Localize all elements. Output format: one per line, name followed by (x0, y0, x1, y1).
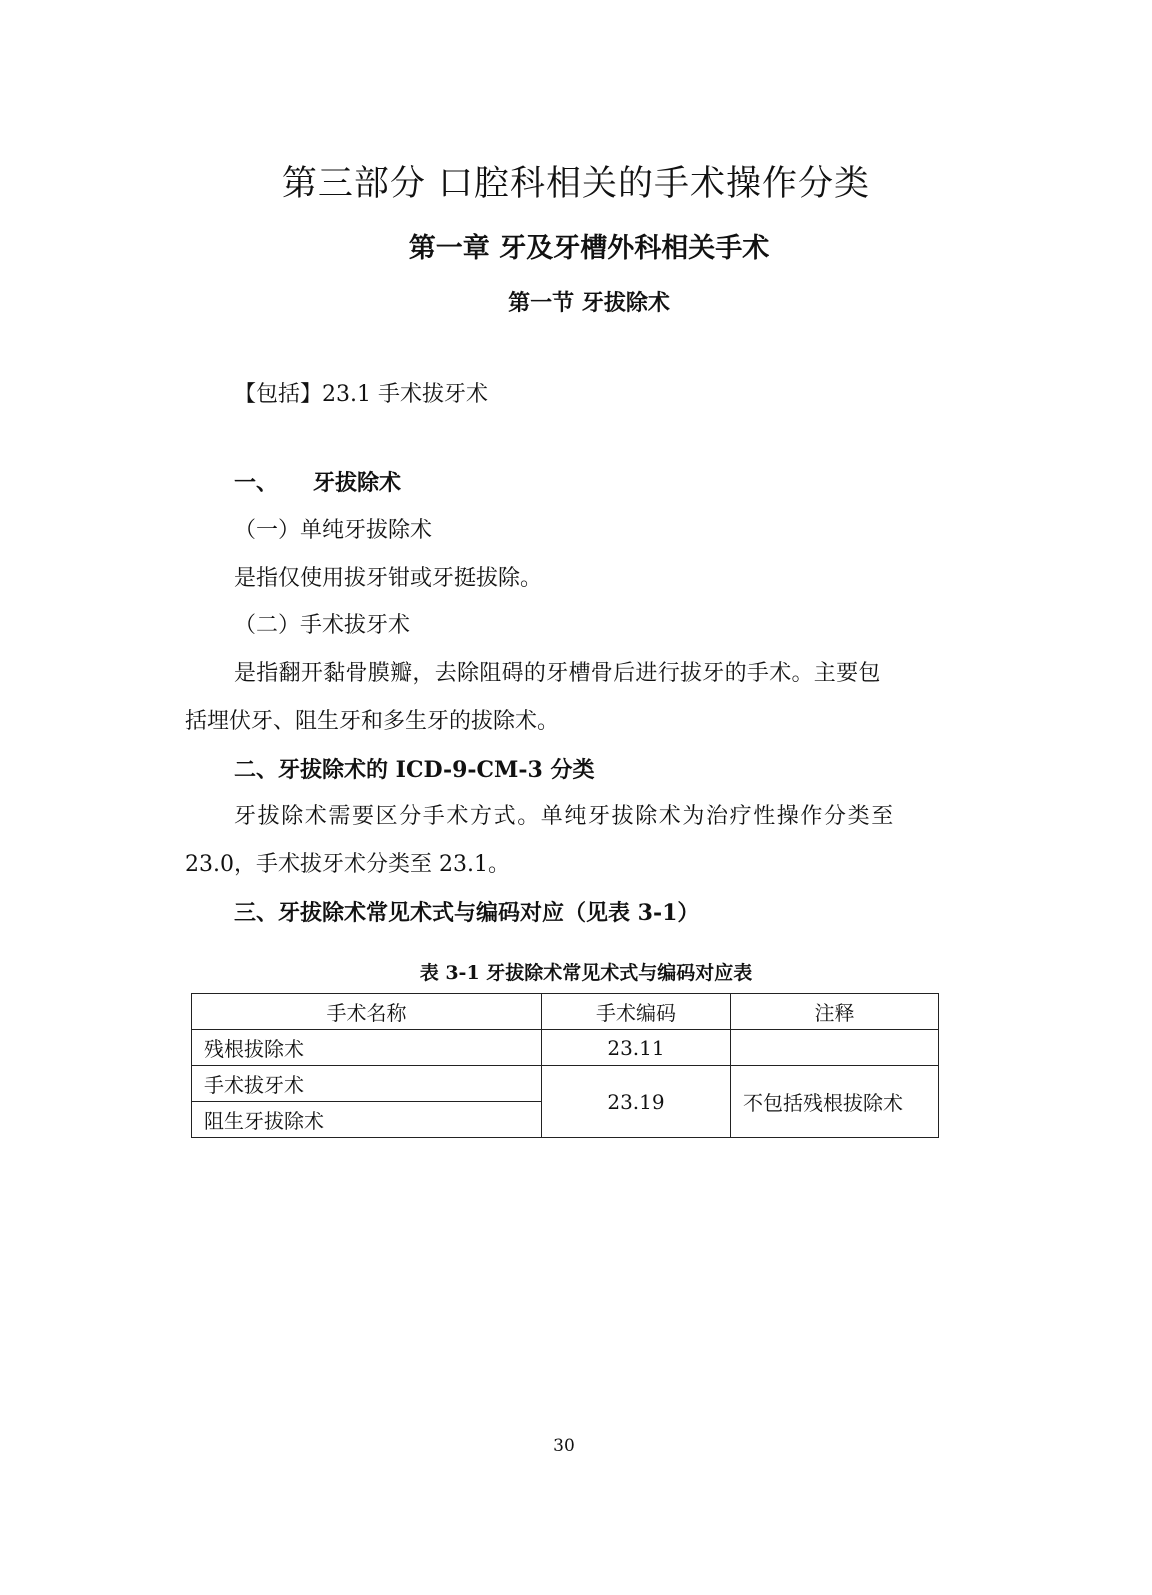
part-title: 第三部分 口腔科相关的手术操作分类 (281, 164, 871, 204)
chapter-title: 第一章 牙及牙槽外科相关手术 (408, 233, 770, 264)
table-row (192, 1030, 939, 1066)
cell-name: 残根拔除术 (192, 1030, 542, 1066)
code-table (191, 993, 939, 1138)
table-caption: 表 3-1 牙拔除术常见术式与编码对应表 (419, 962, 753, 984)
heading-1: 牙拔除术 (313, 470, 402, 496)
page-number: 30 (553, 1436, 575, 1456)
cell-note: 不包括残根拔除术 (731, 1066, 939, 1138)
subheading-1: （一）单纯牙拔除术 (234, 518, 433, 543)
cell-code: 23.19 (542, 1066, 731, 1138)
subheading-2: （二）手术拔牙术 (234, 613, 411, 638)
cell-name: 手术拔牙术 (192, 1066, 542, 1102)
heading-1-number: 一、 (234, 470, 279, 496)
subheading-2-desc-line1: 是指翻开黏骨膜瓣，去除阻碍的牙槽骨后进行拔牙的手术。主要包 (234, 661, 881, 686)
header-note: 注释 (731, 994, 939, 1030)
section-title: 第一节 牙拔除术 (508, 291, 670, 316)
subheading-1-desc: 是指仅使用拔牙钳或牙挺拔除。 (234, 566, 543, 591)
table-header-row (192, 994, 939, 1030)
paragraph-2-line2: 23.0，手术拔牙术分类至 23.1。 (185, 852, 510, 877)
cell-code: 23.11 (542, 1030, 731, 1066)
table-row (192, 1066, 939, 1102)
cell-note (731, 1030, 939, 1066)
heading-2: 二、牙拔除术的 ICD-9-CM-3 分类 (234, 757, 595, 783)
header-surgery-name: 手术名称 (192, 994, 542, 1030)
header-surgery-code: 手术编码 (542, 994, 731, 1030)
includes-line: 【包括】23.1 手术拔牙术 (234, 382, 488, 407)
heading-3: 三、牙拔除术常见术式与编码对应（见表 3-1） (234, 900, 700, 926)
cell-name: 阻生牙拔除术 (192, 1102, 542, 1138)
paragraph-2-line1: 牙拔除术需要区分手术方式。单纯牙拔除术为治疗性操作分类至 (234, 804, 895, 829)
subheading-2-desc-line2: 括埋伏牙、阻生牙和多生牙的拔除术。 (185, 709, 560, 734)
